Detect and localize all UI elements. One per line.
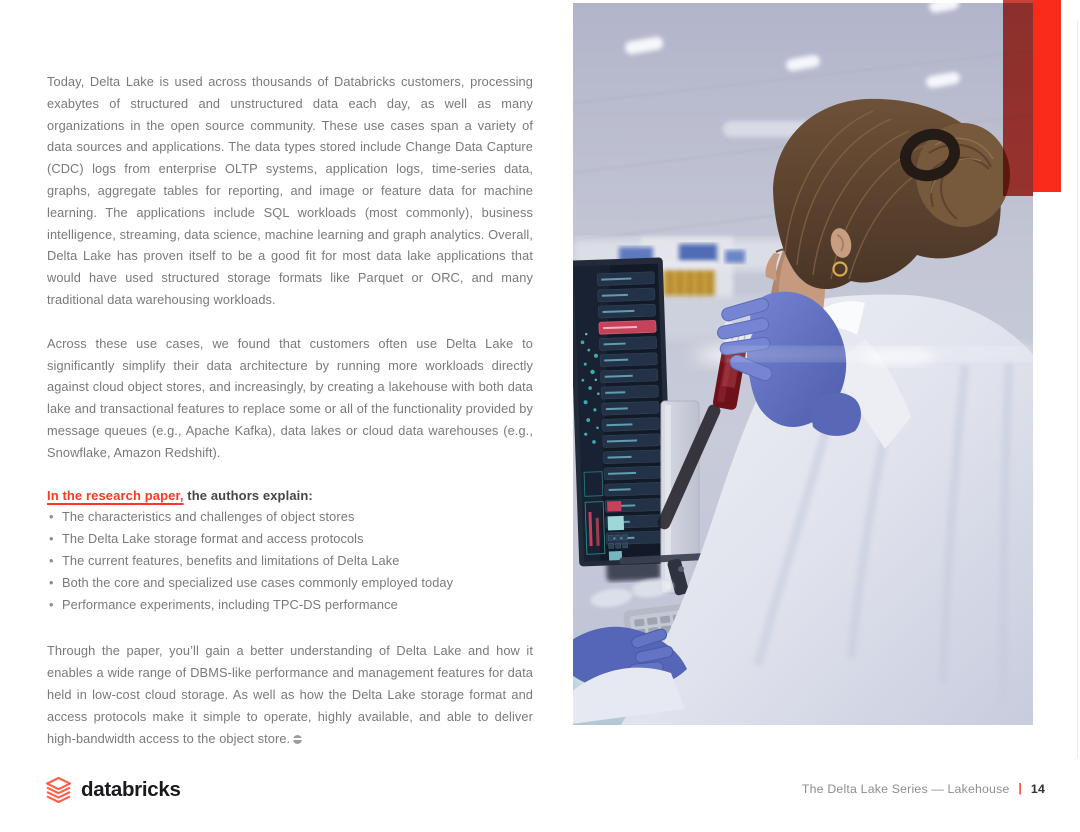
red-mini-panel bbox=[607, 501, 621, 511]
body-text-column bbox=[47, 71, 533, 749]
red-accent-bar bbox=[1033, 0, 1061, 192]
databricks-logo-icon bbox=[45, 776, 72, 805]
list-item-text: The characteristics and challenges of object stores bbox=[62, 509, 355, 525]
list-item-text: Performance experiments, including TPC-DS performance bbox=[62, 597, 398, 613]
list-item bbox=[47, 572, 533, 594]
list-item bbox=[47, 594, 533, 616]
page-number: 14 bbox=[1030, 782, 1045, 796]
blue-box bbox=[725, 250, 745, 263]
footer-meta bbox=[802, 781, 1045, 797]
list-item bbox=[47, 550, 533, 572]
research-paper-link[interactable]: In the research paper, bbox=[47, 487, 184, 503]
footer-separator: | bbox=[1018, 783, 1022, 795]
end-of-article-icon bbox=[293, 735, 302, 744]
lab-scientist-photo bbox=[573, 3, 1033, 725]
red-accent-overlay bbox=[1003, 0, 1033, 196]
databricks-logo bbox=[45, 772, 181, 808]
glove-cuff bbox=[809, 393, 861, 436]
list-item bbox=[47, 506, 533, 528]
list-item-text: The current features, benefits and limitations of Delta Lake bbox=[62, 553, 400, 569]
closing-paragraph-text: Through the paper, you’ll gain a better understanding of Delta Lake and how it enables a wide range of DBMS-like performance and management features for data held in low-cost cloud storage. As well as how the Delta Lake storage format and access protocols make it simple to operate, highly available, and able to deliver high-bandwidth access to the object store. bbox=[47, 643, 533, 746]
research-heading bbox=[47, 485, 533, 507]
amber-tube-rack bbox=[661, 261, 717, 298]
monitor-left bbox=[573, 257, 674, 582]
body-paragraph-1: Today, Delta Lake is used across thousands of Databricks customers, processing exabytes of structured and unstructured data each day, as well as many organizations in the open source community. These use cases span a variety of data sources and applications. The data types stored include Change Data Capture (CDC) logs from enterprise OLTP systems, application logs, time-series data, graphs, aggregate tables for reporting, and image or feature data for machine learning. The applications include SQL workloads (most commonly), business intelligence, streaming, data science, machine learning and graph analytics. Overall, Delta Lake has proven itself to be a good fit for most data lake applications that would have used structured storage formats like Parquet or ORC, and many traditional data warehousing workloads. bbox=[47, 74, 533, 307]
page-edge-line bbox=[1077, 20, 1078, 758]
series-title: The Delta Lake Series — Lakehouse bbox=[801, 782, 1010, 796]
body-paragraph-3 bbox=[47, 640, 533, 749]
body-paragraph-2: Across these use cases, we found that customers often use Delta Lake to significantly simplify their data architecture by running more workloads directly against cloud object stores, and increasingly, by creating a lakehouse with both data lake and transactional features to replace some or all of the functionality provided by message queues (e.g., Apache Kafka), data lakes or cloud data warehouses (e.g., Snowflake, Amazon Redshift). bbox=[47, 335, 533, 460]
brand-wordmark: databricks bbox=[81, 778, 181, 801]
list-item-text: Both the core and specialized use cases commonly employed today bbox=[62, 575, 454, 591]
research-heading-rest: the authors explain: bbox=[183, 487, 313, 503]
list-item bbox=[47, 528, 533, 550]
list-item-text: The Delta Lake storage format and access protocols bbox=[62, 531, 364, 547]
blue-box bbox=[679, 244, 717, 262]
data-row-list bbox=[597, 272, 663, 545]
authors-explain-list bbox=[47, 506, 533, 616]
